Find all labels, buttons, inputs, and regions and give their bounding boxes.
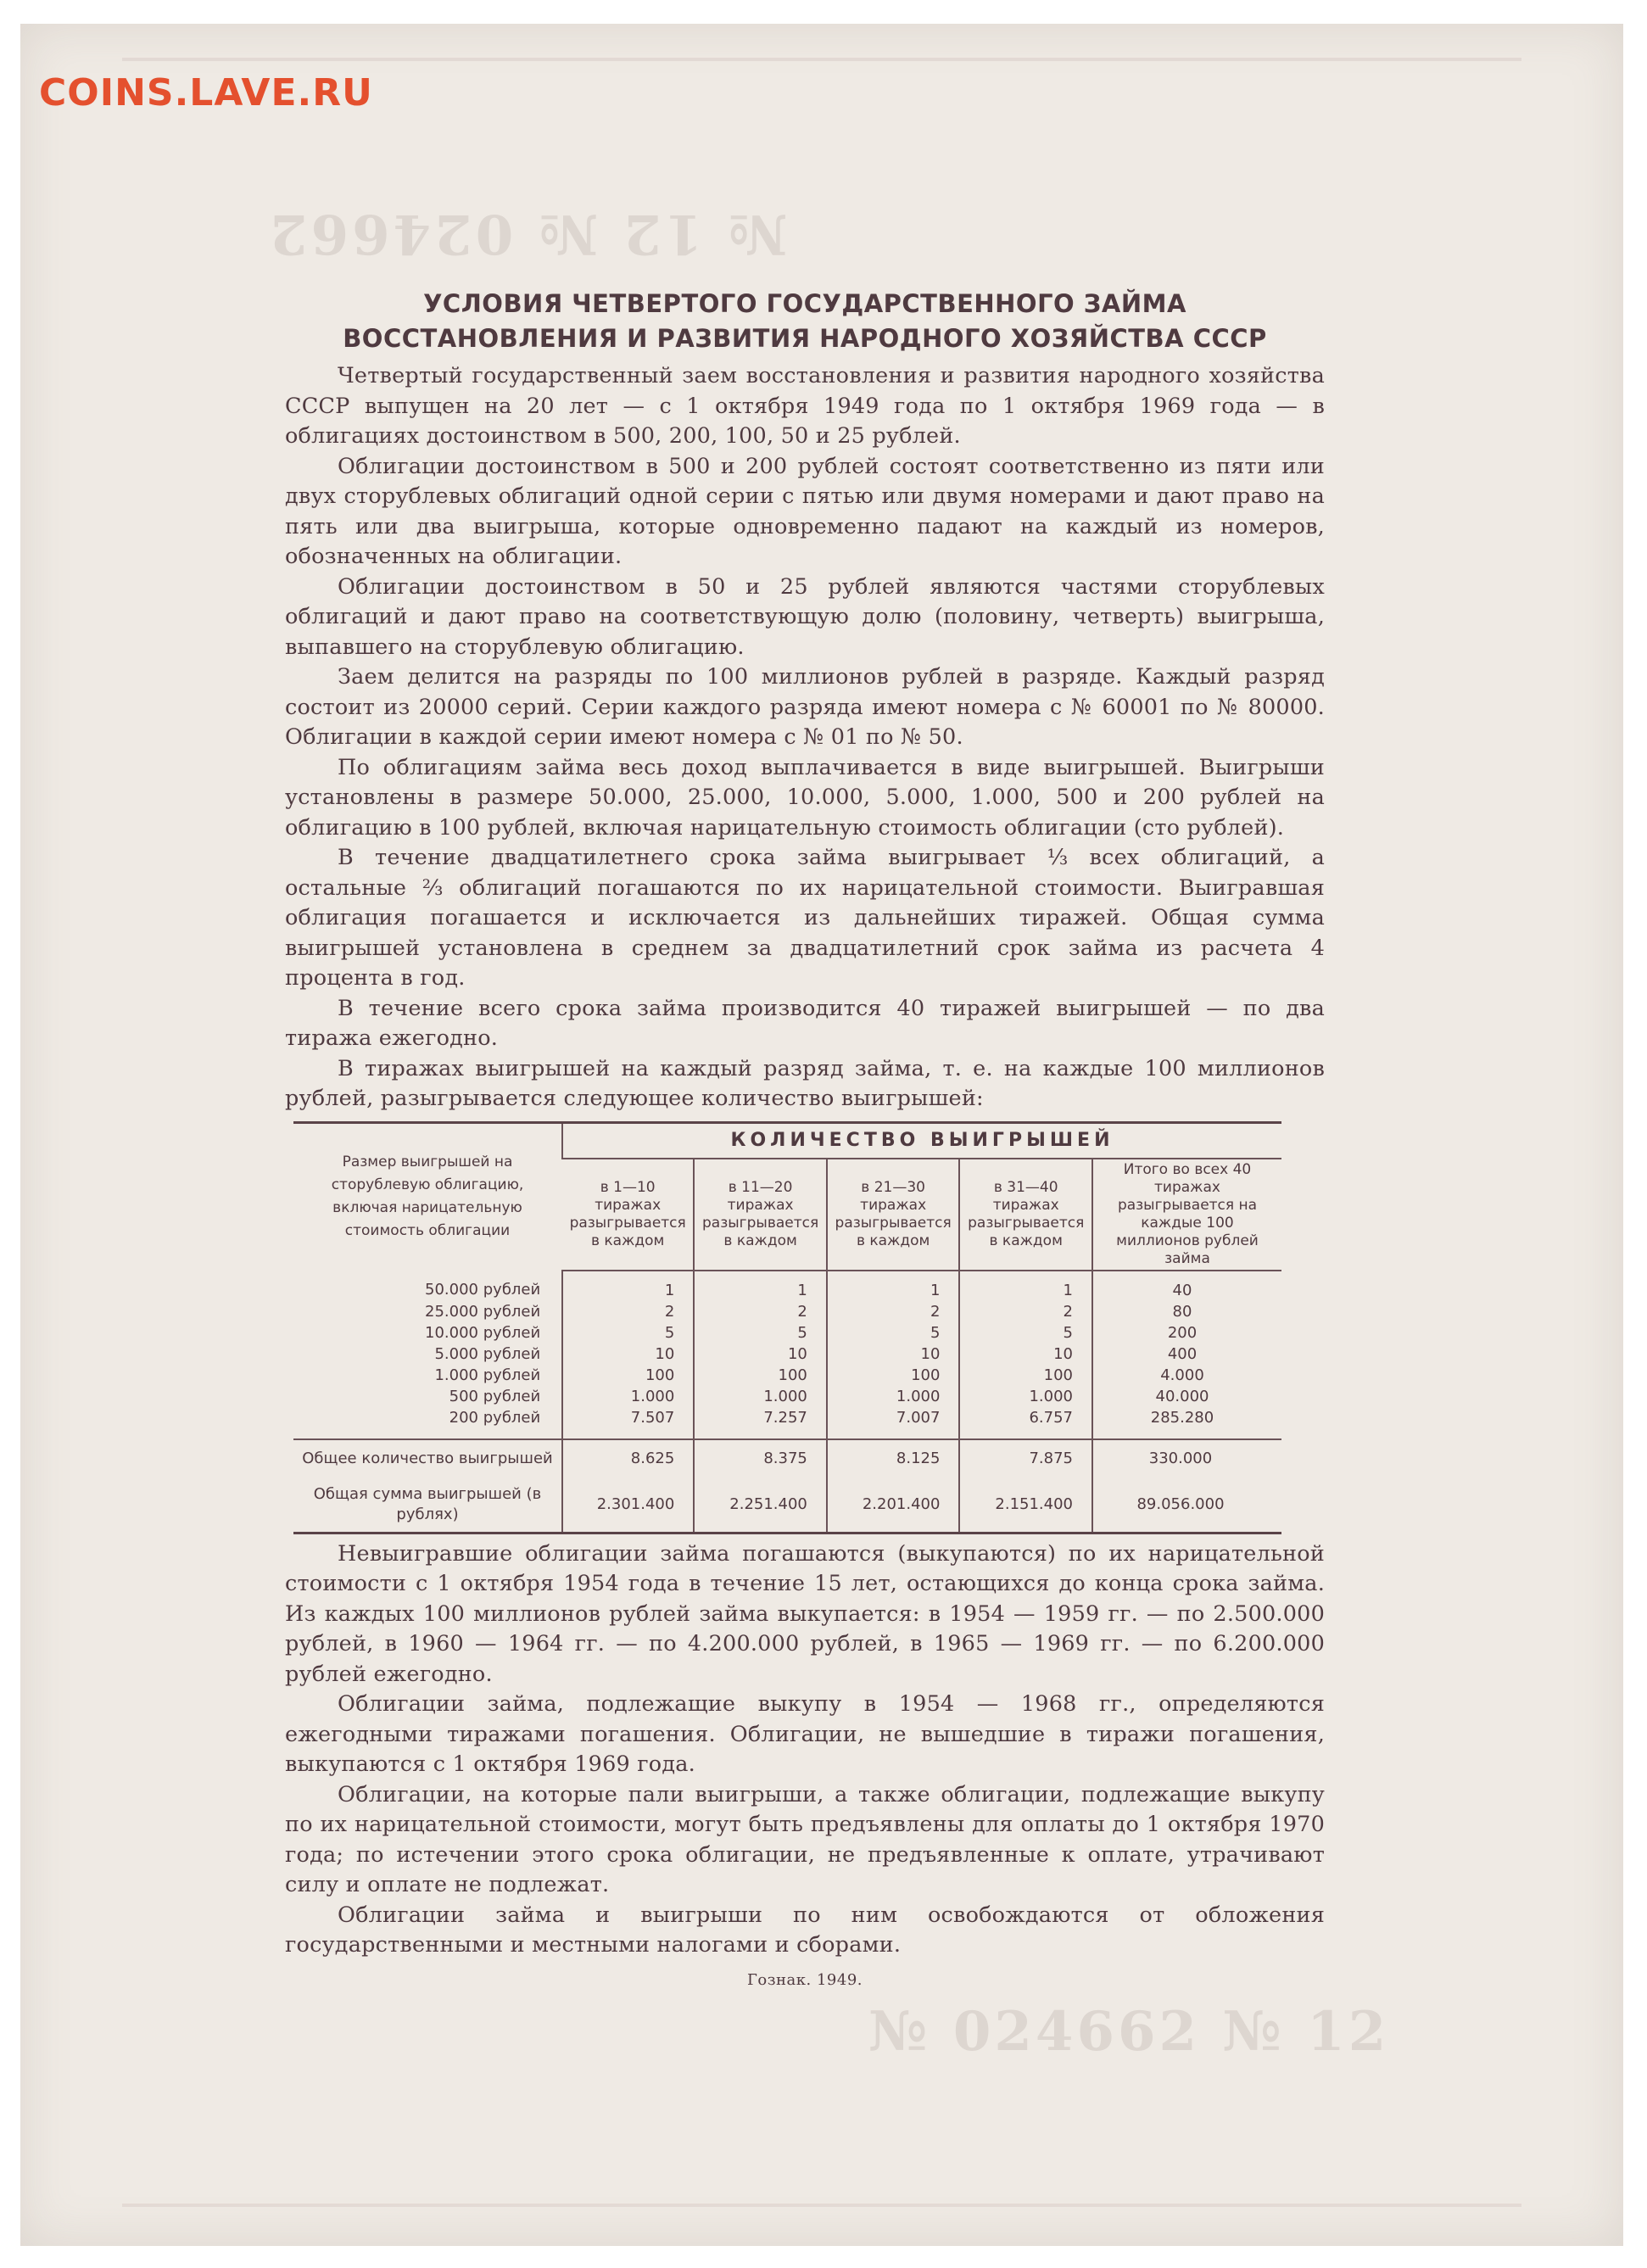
table-cell: 40 [1092, 1271, 1281, 1301]
table-cell: 4.000 [1092, 1365, 1281, 1386]
title-line-1: УСЛОВИЯ ЧЕТВЕРТОГО ГОСУДАРСТВЕННОГО ЗАЙМА [423, 289, 1186, 318]
prize-table [293, 1121, 1281, 1534]
paragraph: Облигации займа, подлежащие выкупу в 1954 — 1968 гг., определяются ежегодными тиражами погашения. Облигации, не вышедшие в тиражи погашения, выкупаются с 1 октября 1969 года. [285, 1691, 1325, 1777]
prize-amount: 1.000 [434, 1366, 478, 1384]
table-cell: 1.000 [959, 1386, 1092, 1407]
prize-count-header: КОЛИЧЕСТВО ВЫИГРЫШЕЙ [562, 1122, 1281, 1159]
table-cell: 2.251.400 [694, 1476, 827, 1533]
prize-amount: 5.000 [434, 1344, 478, 1363]
table-cell: 10 [959, 1343, 1092, 1365]
currency: рублей [483, 1387, 541, 1405]
table-cell: 7.257 [694, 1407, 827, 1439]
paragraph: Невыигравшие облигации займа погашаются (выкупаются) по их нарицательной стоимости с 1 октября 1954 года в течение 15 лет, остающихся до конца срока займа. Из каждых 100 миллионов рублей займа выкупается: в 1954 — 1959 гг. — по 2.500.000 рублей, в 1960 — 1964 гг. — по 4.200.000 рублей, в 1965 — 1969 гг. — по 6.200.000 рублей ежегодно. [285, 1540, 1325, 1687]
bond-conditions [285, 287, 1325, 1989]
table-cell: 2 [562, 1301, 694, 1322]
currency: рублей [483, 1408, 541, 1427]
prize-size-header: Размер выигрышей на сторублевую облигацию, включая нарицательную стоимость облигации [331, 1154, 524, 1239]
table-cell: 5 [562, 1322, 694, 1343]
table-cell: 1.000 [562, 1386, 694, 1407]
table-cell: 1.000 [694, 1386, 827, 1407]
prize-amount: 200 [449, 1408, 478, 1427]
total-count-row [293, 1439, 1281, 1476]
table-cell: 100 [694, 1365, 827, 1386]
table-cell: 1 [694, 1271, 827, 1301]
paragraph: Облигации, на которые пали выигрыши, а также облигации, подлежащие выкупу по их нарицательной стоимости, могут быть предъявлены для оплаты до 1 октября 1970 года; по истечении этого срока облигации, не предъявленные к оплате, утрачивают силу и оплате не подлежат. [285, 1781, 1325, 1897]
prize-amount: 10.000 [425, 1323, 478, 1342]
table-cell: 40.000 [1092, 1386, 1281, 1407]
table-cell: 1.000 [827, 1386, 960, 1407]
table-cell: 10 [827, 1343, 960, 1365]
table-cell: 330.000 [1092, 1439, 1281, 1476]
table-cell: 10 [562, 1343, 694, 1365]
paragraph: В тиражах выигрышей на каждый разряд займа, т. е. на каждые 100 миллионов рублей, разыгрывается следующее количество выигрышей: [285, 1055, 1325, 1111]
table-cell: 5 [827, 1322, 960, 1343]
paragraph: Облигации достоинством в 500 и 200 рублей состоят соответственно из пяти или двух сторублевых облигаций одной серии с пятью или двумя номерами и дают право на пять или два выигрыша, которые одновременно падают на каждый из номеров, обозначенных на облигации. [285, 453, 1325, 569]
table-cell: 200 [1092, 1322, 1281, 1343]
printer-imprint: Гознак. 1949. [746, 1970, 863, 1989]
currency: рублей [483, 1366, 541, 1384]
table-cell: 8.625 [562, 1439, 694, 1476]
site-watermark: COINS.LAVE.RU [39, 71, 373, 115]
document-title [285, 287, 1325, 356]
table-cell: 1 [562, 1271, 694, 1301]
currency: рублей [483, 1344, 541, 1363]
currency: рублей [483, 1323, 541, 1342]
table-cell: 100 [562, 1365, 694, 1386]
paragraph: Облигации займа и выигрыши по ним освобождаются от обложения государственными и местными налогами и сборами. [285, 1902, 1325, 1958]
title-line-2: ВОССТАНОВЛЕНИЯ И РАЗВИТИЯ НАРОДНОГО ХОЗЯЙСТВА СССР [343, 324, 1267, 353]
border-ornament-top [122, 58, 1521, 61]
table-row [293, 1322, 1281, 1343]
table-cell: 1 [959, 1271, 1092, 1301]
show-through-number-top: № 12 № 024662 [266, 202, 788, 265]
paragraph: В течение всего срока займа производится 40 тиражей выигрышей — по два тиража ежегодно. [285, 995, 1325, 1051]
paragraph: По облигациям займа весь доход выплачивается в виде выигрышей. Выигрыши установлены в размере 50.000, 25.000, 10.000, 5.000, 1.000, 500 и 200 рублей на облигацию в 100 рублей, включая нарицательную стоимость облигации (сто рублей). [285, 754, 1325, 841]
table-cell: 100 [827, 1365, 960, 1386]
currency: рублей [483, 1302, 541, 1321]
prize-amount: 50.000 [425, 1281, 478, 1299]
table-cell: 8.375 [694, 1439, 827, 1476]
table-cell: 5 [694, 1322, 827, 1343]
paragraph: Облигации достоинством в 50 и 25 рублей являются частями сторублевых облигаций и дают право на соответствующую долю (половину, четверть) выигрыша, выпавшего на сторублевую облигацию. [285, 573, 1325, 660]
prize-amount: 500 [449, 1387, 478, 1405]
table-row [293, 1407, 1281, 1439]
table-cell: 6.757 [959, 1407, 1092, 1439]
show-through-number-bottom: № 024662 № 12 [868, 2000, 1390, 2064]
table-cell: 8.125 [827, 1439, 960, 1476]
table-row [293, 1365, 1281, 1386]
total-count-label: Общее количество выигрышей [302, 1449, 553, 1467]
table-cell: 10 [694, 1343, 827, 1365]
table-cell: 285.280 [1092, 1407, 1281, 1439]
table-cell: 5 [959, 1322, 1092, 1343]
table-row [293, 1386, 1281, 1407]
table-cell: 2.201.400 [827, 1476, 960, 1533]
table-cell: 7.007 [827, 1407, 960, 1439]
currency: рублей [483, 1281, 541, 1299]
paragraph: В течение двадцатилетнего срока займа выигрывает ⅓ всех облигаций, а остальные ⅔ облигаций погашаются по их нарицательной стоимости. Выигравшая облигация погашается и исключается из дальнейших тиражей. Общая сумма выигрышей установлена в среднем за двадцатилетний срок займа из расчета 4 процента в год. [285, 845, 1325, 991]
column-header: в 11—20 тиражах разыгрывается в каждом [694, 1159, 827, 1271]
column-header-total: Итого во всех 40 тиражах разыгрывается на каждые 100 миллионов рублей займа [1092, 1159, 1281, 1271]
table-row [293, 1301, 1281, 1322]
prize-amount: 25.000 [425, 1302, 478, 1321]
table-cell: 1 [827, 1271, 960, 1301]
table-cell: 89.056.000 [1092, 1476, 1281, 1533]
table-cell: 2.151.400 [959, 1476, 1092, 1533]
paragraph: Заем делится на разряды по 100 миллионов рублей в разряде. Каждый разряд состоит из 20000 серий. Серии каждого разряда имеют номера с № 60001 по № 80000. Облигации в каждой серии имеют номера с № 01 по № 50. [285, 664, 1325, 750]
total-sum-row [293, 1476, 1281, 1533]
table-cell: 7.875 [959, 1439, 1092, 1476]
table-cell: 2 [827, 1301, 960, 1322]
table-cell: 400 [1092, 1343, 1281, 1365]
table-row [293, 1343, 1281, 1365]
table-cell: 2.301.400 [562, 1476, 694, 1533]
table-cell: 2 [694, 1301, 827, 1322]
column-header: в 1—10 тиражах разыгрывается в каждом [562, 1159, 694, 1271]
table-cell: 100 [959, 1365, 1092, 1386]
table-cell: 7.507 [562, 1407, 694, 1439]
border-ornament-bottom [122, 2204, 1521, 2207]
paragraph: Четвертый государственный заем восстановления и развития народного хозяйства СССР выпущен на 20 лет — с 1 октября 1949 года по 1 октября 1969 года — в облигациях достоинством в 500, 200, 100, 50 и 25 рублей. [285, 363, 1325, 449]
table-row [293, 1271, 1281, 1301]
column-header: в 31—40 тиражах разыгрывается в каждом [959, 1159, 1092, 1271]
column-header: в 21—30 тиражах разыгрывается в каждом [827, 1159, 960, 1271]
table-cell: 80 [1092, 1301, 1281, 1322]
table-cell: 2 [959, 1301, 1092, 1322]
total-sum-label: Общая сумма выигрышей (в рублях) [313, 1484, 542, 1523]
